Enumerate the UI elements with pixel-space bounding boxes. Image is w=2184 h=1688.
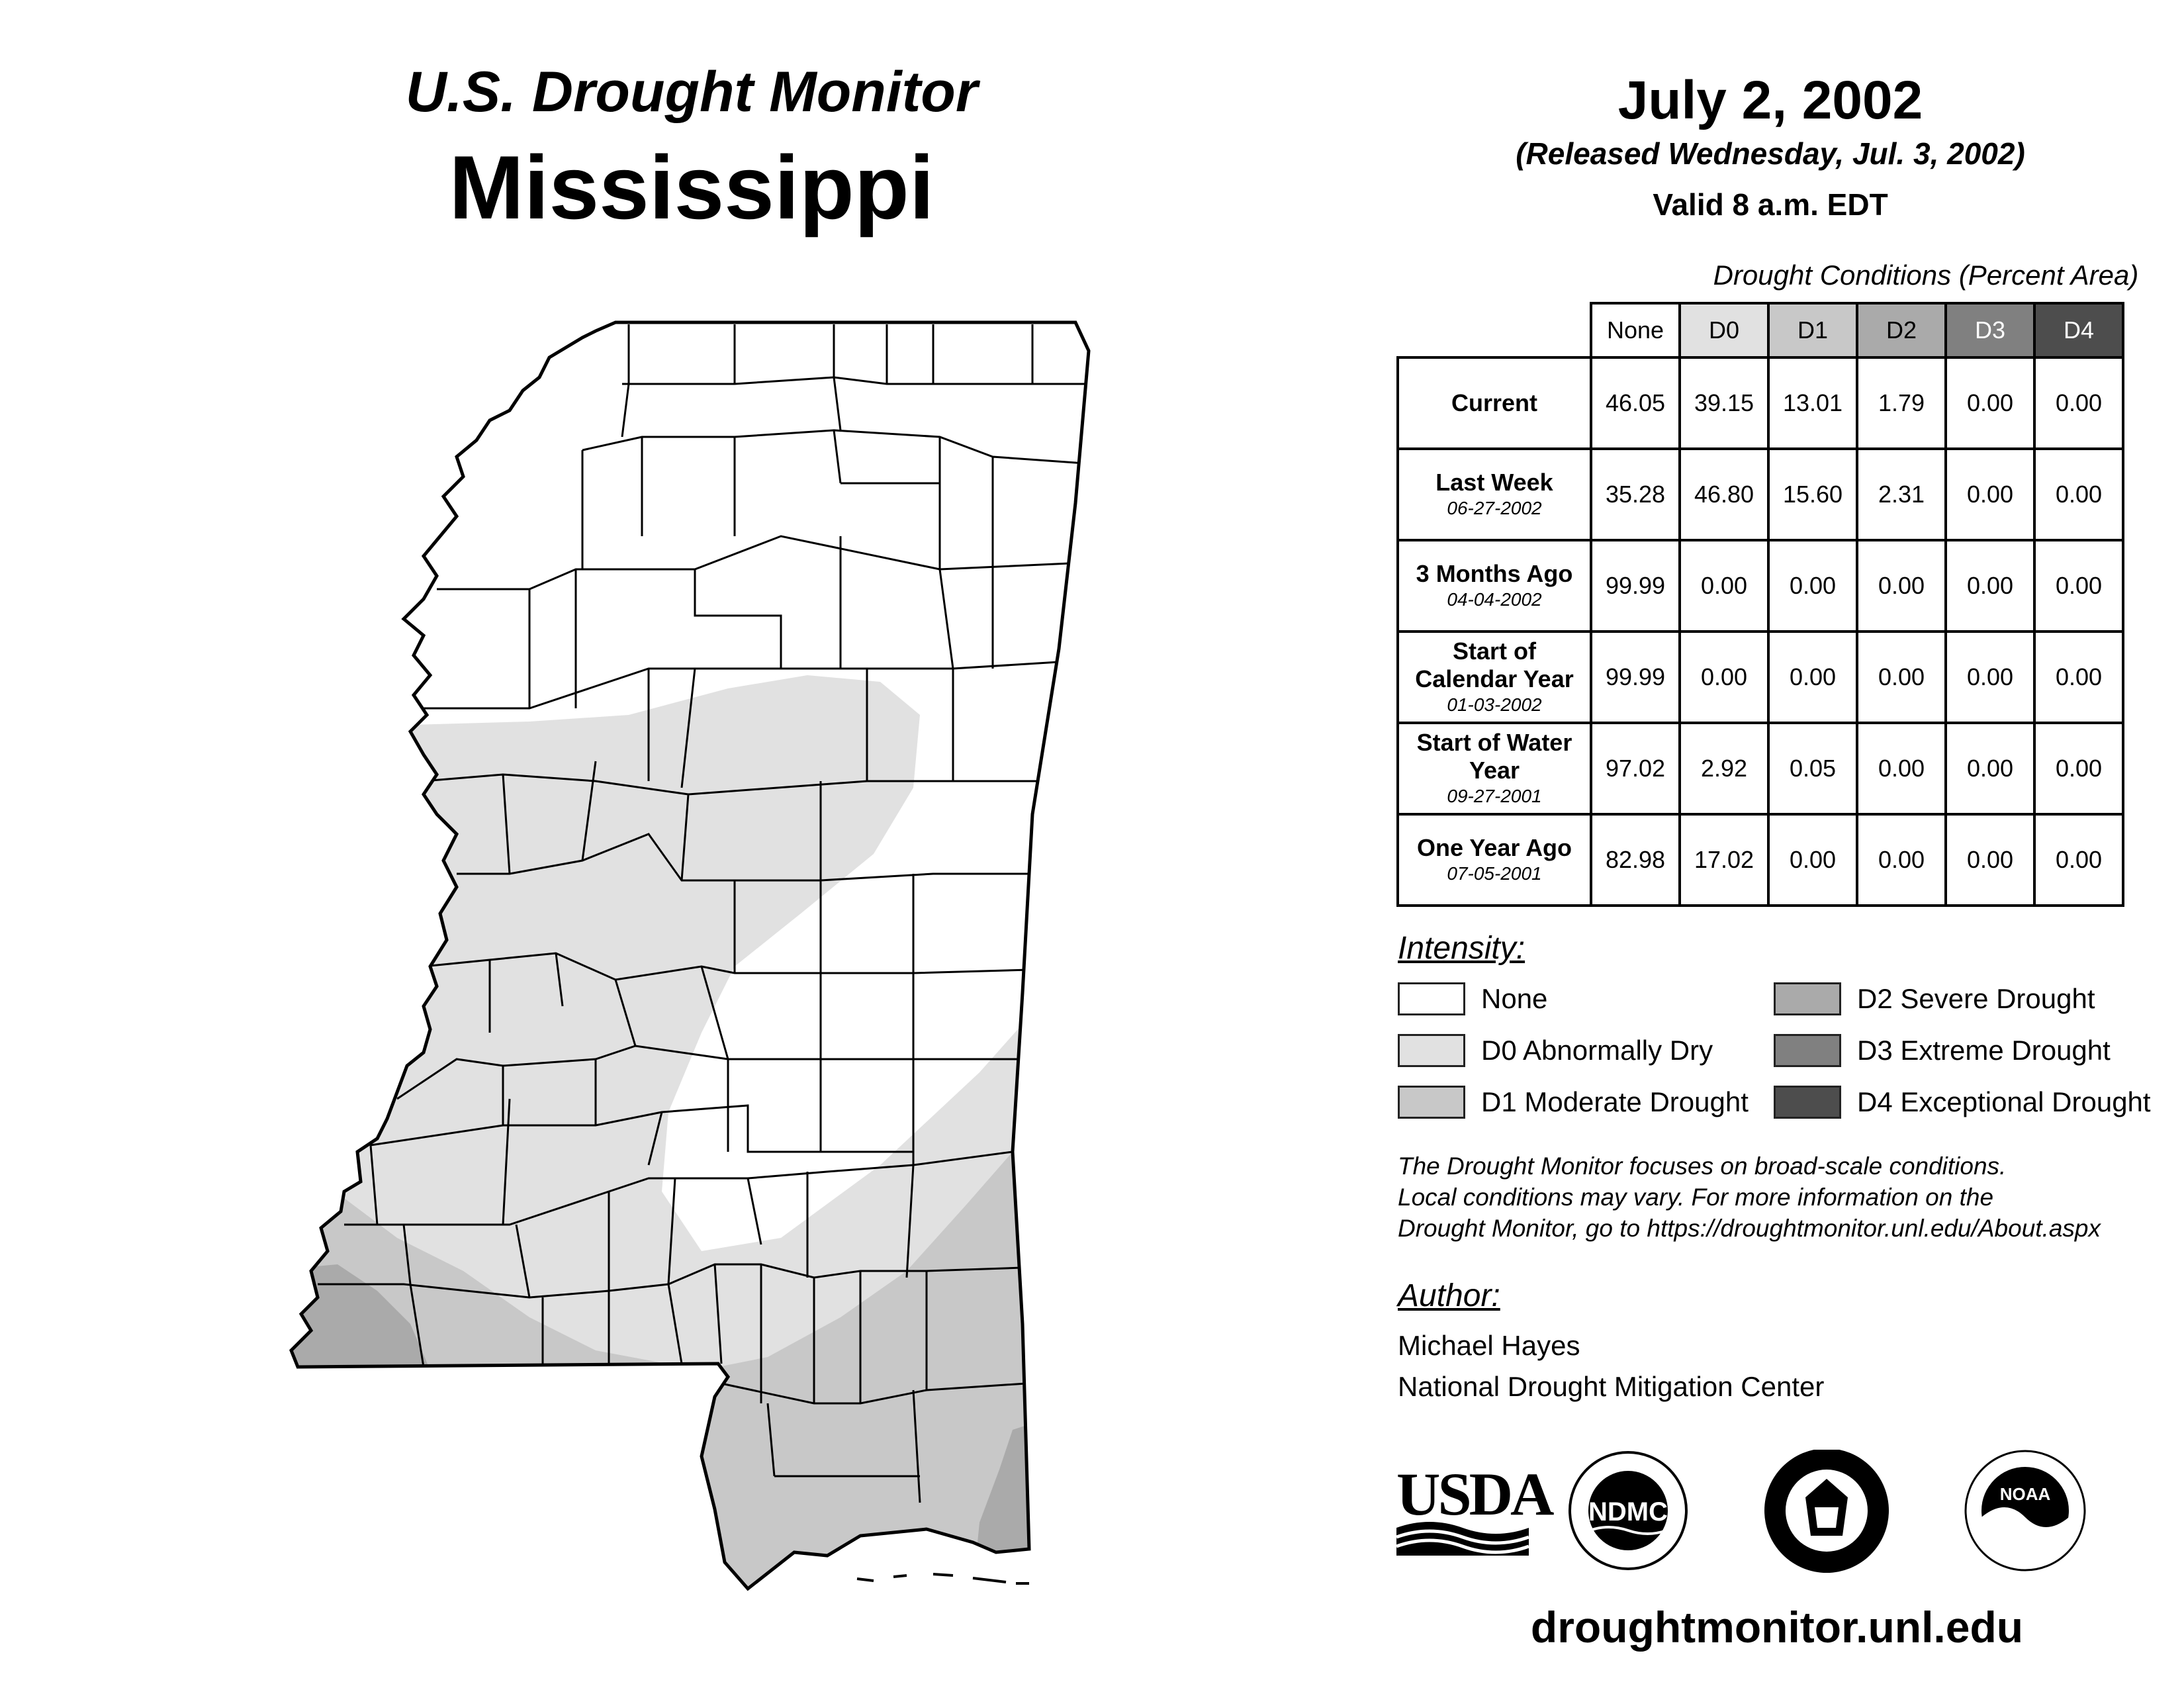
table-cell: 0.00 <box>2034 540 2123 632</box>
column-header-d4: D4 <box>2034 303 2123 357</box>
legend-label: D2 Severe Drought <box>1857 983 2095 1014</box>
author-org: National Drought Mitigation Center <box>1398 1371 1825 1402</box>
table-cell: 0.00 <box>1857 540 1946 632</box>
table-cell: 0.00 <box>1946 449 2034 540</box>
map-title: U.S. Drought Monitor <box>405 60 978 124</box>
table-cell: 0.00 <box>1946 723 2034 814</box>
author-name: Michael Hayes <box>1398 1330 1580 1361</box>
table-row <box>1398 449 2123 540</box>
coastal-islands <box>857 1574 1029 1583</box>
table-row <box>1398 632 2123 723</box>
column-header-d3: D3 <box>1946 303 2034 357</box>
table-cell: 0.00 <box>2034 814 2123 906</box>
website-url[interactable]: droughtmonitor.unl.edu <box>1530 1603 2024 1652</box>
table-cell: 0.00 <box>2034 632 2123 723</box>
legend-swatch <box>1774 1034 1841 1067</box>
table-cell: 2.31 <box>1857 449 1946 540</box>
department-of-commerce-seal <box>1764 1450 1889 1573</box>
map-date: July 2, 2002 <box>1617 70 1923 130</box>
table-cell: 0.00 <box>1946 814 2034 906</box>
agency-logos <box>1396 1450 2158 1582</box>
note-line: Local conditions may vary. For more information on the <box>1398 1184 1994 1211</box>
header-blank-cell <box>1398 303 1591 357</box>
legend-item-d2 <box>1774 982 2095 1015</box>
legend-item-none <box>1398 982 1547 1015</box>
table-cell: 97.02 <box>1591 723 1680 814</box>
table-cell: 0.05 <box>1768 723 1857 814</box>
row-label <box>1398 357 1591 449</box>
noaa-logo <box>1966 1451 2085 1570</box>
column-header-d1: D1 <box>1768 303 1857 357</box>
table-cell: 0.00 <box>1946 540 2034 632</box>
legend-swatch <box>1774 1086 1841 1119</box>
legend-item-d3 <box>1774 1034 2111 1067</box>
legend-item-d0 <box>1398 1034 1713 1067</box>
intensity-legend-title: Intensity: <box>1398 931 1525 966</box>
table-cell: 99.99 <box>1591 632 1680 723</box>
author-block <box>1398 1325 1824 1407</box>
table-cell: 1.79 <box>1857 357 1946 449</box>
table-row <box>1398 814 2123 906</box>
column-header-d0: D0 <box>1680 303 1768 357</box>
table-cell: 17.02 <box>1680 814 1768 906</box>
row-label-text: 3 Months Ago <box>1416 560 1573 587</box>
legend-swatch <box>1398 1086 1465 1119</box>
row-label-text: Start of Calendar Year <box>1415 637 1574 692</box>
table-cell: 0.00 <box>1857 632 1946 723</box>
table-cell: 0.00 <box>1857 814 1946 906</box>
table-cell: 0.00 <box>2034 723 2123 814</box>
table-cell: 46.05 <box>1591 357 1680 449</box>
state-name: Mississippi <box>449 137 934 238</box>
table-row <box>1398 723 2123 814</box>
legend-label: D0 Abnormally Dry <box>1481 1035 1713 1066</box>
ndmc-logo <box>1570 1452 1686 1569</box>
drought-areas <box>265 298 1125 1622</box>
legend-swatch <box>1774 982 1841 1015</box>
legend-label: D4 Exceptional Drought <box>1857 1086 2151 1117</box>
row-label-text: Start of Water Year <box>1416 729 1572 784</box>
row-date: 09-27-2001 <box>1447 786 1542 806</box>
row-label-text: Last Week <box>1435 469 1553 496</box>
table-cell: 0.00 <box>1857 723 1946 814</box>
row-date: 01-03-2002 <box>1447 694 1542 715</box>
row-label-text: One Year Ago <box>1416 834 1572 861</box>
table-row <box>1398 357 2123 449</box>
note-line: The Drought Monitor focuses on broad-scale conditions. <box>1398 1152 2007 1180</box>
table-row <box>1398 540 2123 632</box>
table-cell: 35.28 <box>1591 449 1680 540</box>
table-cell: 0.00 <box>1946 357 2034 449</box>
table-cell: 2.92 <box>1680 723 1768 814</box>
row-label <box>1398 449 1591 540</box>
release-date: (Released Wednesday, Jul. 3, 2002) <box>1516 136 2025 171</box>
table-cell: 82.98 <box>1591 814 1680 906</box>
table-header-row <box>1398 303 2123 357</box>
note-line: Drought Monitor, go to https://droughtmonitor.unl.edu/About.aspx <box>1398 1215 2101 1242</box>
table-cell: 13.01 <box>1768 357 1857 449</box>
author-title: Author: <box>1398 1278 1500 1313</box>
valid-time: Valid 8 a.m. EDT <box>1653 187 1888 222</box>
usda-logo <box>1396 1460 1554 1556</box>
legend-swatch <box>1398 982 1465 1015</box>
row-date: 07-05-2001 <box>1447 863 1542 884</box>
table-cell: 39.15 <box>1680 357 1768 449</box>
row-label <box>1398 723 1591 814</box>
table-cell: 99.99 <box>1591 540 1680 632</box>
row-label <box>1398 540 1591 632</box>
column-header-d2: D2 <box>1857 303 1946 357</box>
table-cell: 0.00 <box>1680 632 1768 723</box>
row-label <box>1398 814 1591 906</box>
row-date: 04-04-2002 <box>1447 589 1542 610</box>
ndmc-logo-text: NDMC <box>1588 1497 1668 1526</box>
legend-swatch <box>1398 1034 1465 1067</box>
legend-label: D3 Extreme Drought <box>1857 1035 2111 1066</box>
table-cell: 0.00 <box>1680 540 1768 632</box>
table-caption: Drought Conditions (Percent Area) <box>1713 259 2139 291</box>
table-cell: 0.00 <box>1768 632 1857 723</box>
table-cell: 46.80 <box>1680 449 1768 540</box>
table-cell: 0.00 <box>2034 357 2123 449</box>
drought-conditions-table <box>1396 302 2124 907</box>
noaa-logo-text: NOAA <box>1999 1484 2051 1504</box>
row-label-text: Current <box>1451 389 1537 416</box>
disclaimer-note <box>1398 1150 2159 1244</box>
table-cell: 0.00 <box>1768 814 1857 906</box>
legend-item-d4 <box>1774 1086 2151 1119</box>
legend-label: None <box>1481 983 1548 1014</box>
legend-item-d1 <box>1398 1086 1749 1119</box>
table-cell: 0.00 <box>1946 632 2034 723</box>
column-header-none: None <box>1591 303 1680 357</box>
table-cell: 15.60 <box>1768 449 1857 540</box>
row-label <box>1398 632 1591 723</box>
legend-label: D1 Moderate Drought <box>1481 1086 1749 1117</box>
table-cell: 0.00 <box>1768 540 1857 632</box>
usda-logo-text: USDA <box>1396 1460 1552 1528</box>
row-date: 06-27-2002 <box>1447 498 1542 518</box>
table-cell: 0.00 <box>2034 449 2123 540</box>
